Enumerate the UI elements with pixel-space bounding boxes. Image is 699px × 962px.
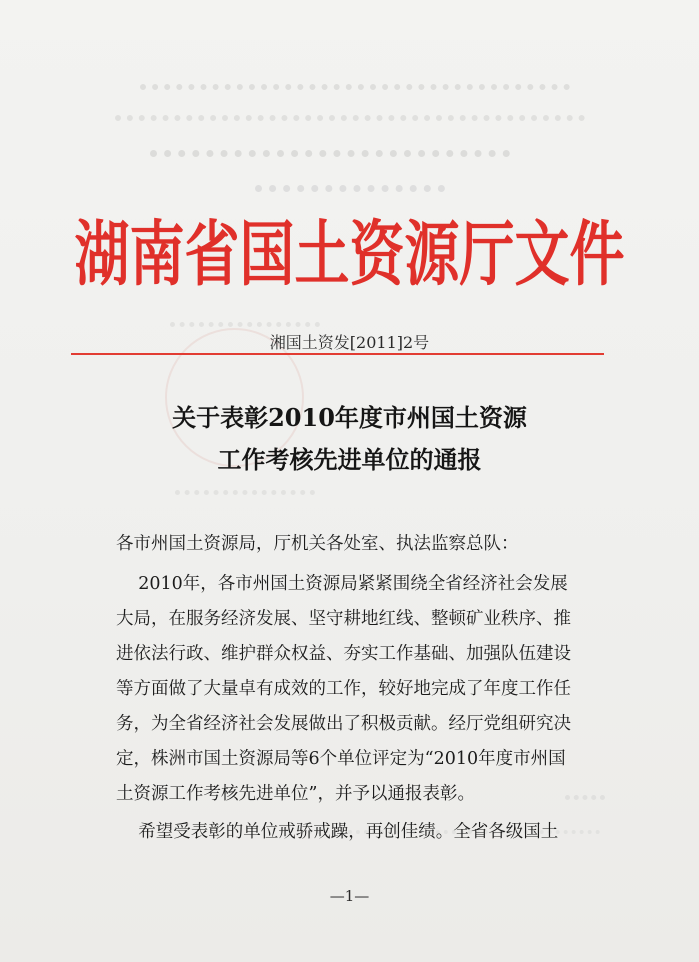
body-line: 土资源工作考核先进单位”，并予以通报表彰。 <box>116 784 475 804</box>
red-divider-line <box>71 353 604 355</box>
show-through-text <box>565 795 605 810</box>
body-line: 希望受表彰的单位戒骄戒躁，再创佳绩。全省各级国土 <box>116 822 559 842</box>
body-line: 进依法行政、维护群众权益、夯实工作基础、加强队伍建设 <box>116 644 571 664</box>
body-line: 定，株洲市国土资源局等6个单位评定为“2010年度市州国 <box>116 749 566 769</box>
show-through-text <box>150 150 510 167</box>
show-through-text <box>140 84 570 100</box>
document-number: 湘国土资发[2011]2号 <box>269 333 430 352</box>
body-line: 2010年，各市州国土资源局紧紧围绕全省经济社会发展 <box>116 574 568 594</box>
masthead-title: 湖南省国土资源厅文件 <box>74 213 625 296</box>
notice-title-line-1: 关于表彰2010年度市州国土资源 <box>172 403 527 432</box>
notice-title-line-2: 工作考核先进单位的通报 <box>217 445 482 474</box>
page-number: —1— <box>329 887 370 905</box>
show-through-text <box>175 490 315 505</box>
body-line: 务，为全省经济社会发展做出了积极贡献。经厅党组研究决 <box>116 714 571 734</box>
body-line: 大局，在服务经济发展、坚守耕地红线、整顿矿业秩序、推 <box>116 609 571 629</box>
show-through-text <box>115 115 585 131</box>
salutation: 各市州国土资源局，厅机关各处室、执法监察总队： <box>116 534 519 554</box>
body-line: 等方面做了大量卓有成效的工作，较好地完成了年度工作任 <box>116 679 571 699</box>
